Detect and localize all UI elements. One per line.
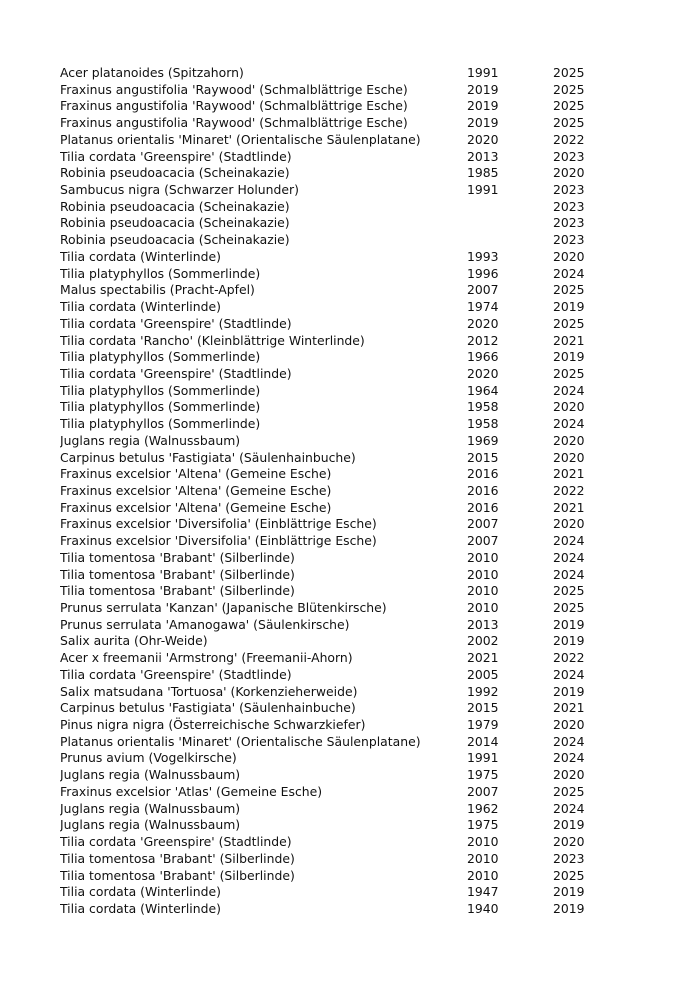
planting-year-cell: 2014 (467, 733, 499, 749)
tree-species-cell: Juglans regia (Walnussbaum) (60, 800, 241, 816)
tree-species-cell: Tilia tomentosa 'Brabant' (Silberlinde) (60, 566, 295, 582)
tree-species-cell: Robinia pseudoacacia (Scheinakazie) (60, 232, 290, 248)
table-row (60, 868, 600, 885)
tree-species-cell: Juglans regia (Walnussbaum) (60, 817, 241, 833)
inspection-year-cell: 2024 (553, 566, 585, 582)
inspection-year-cell: 2020 (553, 399, 585, 415)
inspection-year-cell: 2025 (553, 583, 585, 599)
tree-species-cell: Fraxinus angustifolia 'Raywood' (Schmalblättrige Esche) (60, 98, 408, 114)
table-row (60, 583, 600, 600)
table-row (60, 801, 600, 818)
inspection-year-cell: 2020 (553, 432, 585, 448)
inspection-year-cell: 2022 (553, 482, 585, 498)
table-row (60, 65, 600, 82)
inspection-year-cell: 2021 (553, 332, 585, 348)
table-row (60, 165, 600, 182)
table-row (60, 132, 600, 149)
planting-year-cell (467, 199, 553, 216)
planting-year-cell: 1991 (467, 182, 499, 198)
planting-year-cell: 1966 (467, 349, 499, 365)
inspection-year-cell: 2020 (553, 717, 585, 733)
tree-species-cell: Sambucus nigra (Schwarzer Holunder) (60, 182, 299, 198)
inspection-year-cell: 2019 (553, 299, 585, 315)
inspection-year-cell: 2019 (553, 884, 585, 900)
tree-table-body (60, 65, 600, 918)
tree-species-cell: Fraxinus excelsior 'Diversifolia' (Einblättrige Esche) (60, 516, 377, 532)
planting-year-cell: 2020 (467, 315, 499, 331)
tree-species-cell: Tilia cordata (Winterlinde) (60, 299, 221, 315)
planting-year-cell: 2010 (467, 583, 499, 599)
tree-species-cell: Tilia platyphyllos (Sommerlinde) (60, 416, 261, 432)
planting-year-cell: 2015 (467, 449, 499, 465)
table-row (60, 149, 600, 166)
table-row (60, 784, 600, 801)
planting-year-cell: 1940 (467, 900, 499, 916)
inspection-year-cell: 2019 (553, 349, 585, 365)
table-row (60, 750, 600, 767)
planting-year-cell: 2015 (467, 700, 499, 716)
tree-species-cell: Tilia cordata (Winterlinde) (60, 248, 221, 264)
planting-year-cell: 2012 (467, 332, 499, 348)
planting-year-cell: 2010 (467, 867, 499, 883)
inspection-year-cell: 2025 (553, 315, 585, 331)
planting-year-cell: 1958 (467, 399, 499, 415)
tree-species-cell: Salix aurita (Ohr-Weide) (60, 633, 208, 649)
planting-year-cell: 1991 (467, 65, 499, 80)
inspection-year-cell: 2024 (553, 666, 585, 682)
tree-species-cell: Tilia cordata (Winterlinde) (60, 884, 221, 900)
inspection-year-cell: 2025 (553, 81, 585, 97)
table-row (60, 650, 600, 667)
inspection-year-cell: 2019 (553, 633, 585, 649)
tree-species-cell: Tilia platyphyllos (Sommerlinde) (60, 349, 261, 365)
inspection-year-cell: 2024 (553, 549, 585, 565)
inspection-year-cell: 2025 (553, 867, 585, 883)
tree-species-cell: Juglans regia (Walnussbaum) (60, 767, 241, 783)
inspection-year-cell: 2023 (553, 198, 585, 214)
tree-species-cell: Tilia cordata 'Greenspire' (Stadtlinde) (60, 666, 292, 682)
inspection-year-cell: 2019 (553, 616, 585, 632)
table-row (60, 500, 600, 517)
inspection-year-cell: 2024 (553, 416, 585, 432)
table-row (60, 333, 600, 350)
tree-species-cell: Salix matsudana 'Tortuosa' (Korkenzieherweide) (60, 683, 358, 699)
table-row (60, 82, 600, 99)
planting-year-cell: 2019 (467, 81, 499, 97)
table-row (60, 767, 600, 784)
planting-year-cell: 1992 (467, 683, 499, 699)
table-row (60, 266, 600, 283)
inspection-year-cell: 2024 (553, 800, 585, 816)
table-row (60, 433, 600, 450)
inspection-year-cell: 2025 (553, 115, 585, 131)
planting-year-cell: 2020 (467, 131, 499, 147)
tree-species-cell: Tilia platyphyllos (Sommerlinde) (60, 382, 261, 398)
inspection-year-cell: 2025 (553, 98, 585, 114)
planting-year-cell: 2002 (467, 633, 499, 649)
planting-year-cell: 1964 (467, 382, 499, 398)
tree-species-cell: Tilia cordata (Winterlinde) (60, 900, 221, 916)
tree-species-cell: Prunus serrulata 'Amanogawa' (Säulenkirsche) (60, 616, 350, 632)
tree-species-cell: Carpinus betulus 'Fastigiata' (Säulenhainbuche) (60, 449, 356, 465)
table-row (60, 182, 600, 199)
planting-year-cell: 2007 (467, 783, 499, 799)
planting-year-cell: 2010 (467, 566, 499, 582)
planting-year-cell: 2020 (467, 365, 499, 381)
table-row (60, 567, 600, 584)
planting-year-cell: 1974 (467, 299, 499, 315)
inspection-year-cell: 2022 (553, 650, 585, 666)
table-row (60, 366, 600, 383)
inspection-year-cell: 2024 (553, 750, 585, 766)
tree-species-cell: Tilia cordata 'Greenspire' (Stadtlinde) (60, 365, 292, 381)
planting-year-cell: 1962 (467, 800, 499, 816)
planting-year-cell: 1985 (467, 165, 499, 181)
tree-species-cell: Robinia pseudoacacia (Scheinakazie) (60, 165, 290, 181)
table-row (60, 483, 600, 500)
table-row (60, 115, 600, 132)
tree-species-cell: Prunus serrulata 'Kanzan' (Japanische Blütenkirsche) (60, 600, 387, 615)
planting-year-cell: 1996 (467, 265, 499, 281)
inspection-year-cell: 2020 (553, 165, 585, 181)
tree-species-cell: Tilia tomentosa 'Brabant' (Silberlinde) (60, 867, 295, 883)
planting-year-cell: 1947 (467, 884, 499, 900)
table-row (60, 299, 600, 316)
inspection-year-cell: 2023 (553, 215, 585, 231)
table-row (60, 399, 600, 416)
table-row (60, 550, 600, 567)
planting-year-cell: 2019 (467, 98, 499, 114)
inspection-year-cell: 2023 (553, 148, 585, 164)
table-row (60, 349, 600, 366)
tree-species-cell: Platanus orientalis 'Minaret' (Orientalische Säulenplatane) (60, 131, 421, 147)
table-row (60, 215, 600, 232)
tree-species-cell: Fraxinus excelsior 'Diversifolia' (Einblättrige Esche) (60, 533, 377, 549)
tree-species-cell: Fraxinus excelsior 'Altena' (Gemeine Esche) (60, 499, 332, 515)
table-row (60, 901, 600, 918)
table-row (60, 533, 600, 550)
planting-year-cell: 2010 (467, 850, 499, 866)
table-row (60, 834, 600, 851)
planting-year-cell: 2016 (467, 482, 499, 498)
tree-species-cell: Tilia tomentosa 'Brabant' (Silberlinde) (60, 850, 295, 866)
inspection-year-cell: 2025 (553, 783, 585, 799)
tree-species-cell: Tilia tomentosa 'Brabant' (Silberlinde) (60, 549, 295, 565)
table-row (60, 282, 600, 299)
table-row (60, 450, 600, 467)
inspection-year-cell: 2020 (553, 449, 585, 465)
tree-species-cell: Malus spectabilis (Pracht-Apfel) (60, 282, 255, 298)
planting-year-cell: 2007 (467, 533, 499, 549)
table-row (60, 717, 600, 734)
inspection-year-cell: 2021 (553, 700, 585, 716)
planting-year-cell: 1958 (467, 416, 499, 432)
tree-inventory-table (60, 65, 600, 918)
planting-year-cell: 1975 (467, 767, 499, 783)
planting-year-cell: 1979 (467, 717, 499, 733)
planting-year-cell (467, 215, 553, 232)
tree-species-cell: Carpinus betulus 'Fastigiata' (Säulenhainbuche) (60, 700, 356, 716)
tree-species-cell: Fraxinus excelsior 'Altena' (Gemeine Esche) (60, 482, 332, 498)
table-row (60, 817, 600, 834)
table-row (60, 249, 600, 266)
tree-species-cell: Tilia cordata 'Greenspire' (Stadtlinde) (60, 148, 292, 164)
planting-year-cell: 2010 (467, 549, 499, 565)
table-row (60, 383, 600, 400)
inspection-year-cell: 2021 (553, 499, 585, 515)
tree-species-cell: Tilia platyphyllos (Sommerlinde) (60, 399, 261, 415)
inspection-year-cell: 2020 (553, 767, 585, 783)
table-row (60, 667, 600, 684)
table-row (60, 516, 600, 533)
inspection-year-cell: 2024 (553, 733, 585, 749)
tree-species-cell: Pinus nigra nigra (Österreichische Schwarzkiefer) (60, 717, 366, 733)
planting-year-cell: 2007 (467, 282, 499, 298)
tree-species-cell: Fraxinus angustifolia 'Raywood' (Schmalblättrige Esche) (60, 81, 408, 97)
table-row (60, 884, 600, 901)
planting-year-cell (467, 232, 553, 249)
inspection-year-cell: 2019 (553, 683, 585, 699)
table-row (60, 851, 600, 868)
table-row (60, 600, 600, 617)
inspection-year-cell: 2020 (553, 834, 585, 850)
planting-year-cell: 2010 (467, 600, 499, 615)
table-row (60, 232, 600, 249)
inspection-year-cell: 2025 (553, 282, 585, 298)
inspection-year-cell: 2024 (553, 382, 585, 398)
inspection-year-cell: 2020 (553, 516, 585, 532)
tree-species-cell: Platanus orientalis 'Minaret' (Orientalische Säulenplatane) (60, 733, 421, 749)
inspection-year-cell: 2025 (553, 65, 585, 80)
planting-year-cell: 2010 (467, 834, 499, 850)
inspection-year-cell: 2023 (553, 182, 585, 198)
tree-species-cell: Fraxinus excelsior 'Atlas' (Gemeine Esche) (60, 783, 323, 799)
table-row (60, 684, 600, 701)
planting-year-cell: 1969 (467, 432, 499, 448)
planting-year-cell: 2005 (467, 666, 499, 682)
planting-year-cell: 2013 (467, 616, 499, 632)
tree-species-cell: Robinia pseudoacacia (Scheinakazie) (60, 215, 290, 231)
tree-species-cell: Acer x freemanii 'Armstrong' (Freemanii-Ahorn) (60, 650, 353, 666)
table-row (60, 617, 600, 634)
inspection-year-cell: 2021 (553, 466, 585, 482)
table-row (60, 466, 600, 483)
tree-species-cell: Juglans regia (Walnussbaum) (60, 432, 241, 448)
inspection-year-cell: 2023 (553, 850, 585, 866)
planting-year-cell: 2016 (467, 466, 499, 482)
tree-species-cell: Fraxinus angustifolia 'Raywood' (Schmalblättrige Esche) (60, 115, 408, 131)
table-row (60, 199, 600, 216)
table-row (60, 633, 600, 650)
planting-year-cell: 1991 (467, 750, 499, 766)
tree-species-cell: Robinia pseudoacacia (Scheinakazie) (60, 198, 290, 214)
inspection-year-cell: 2025 (553, 365, 585, 381)
inspection-year-cell: 2022 (553, 131, 585, 147)
inspection-year-cell: 2019 (553, 817, 585, 833)
planting-year-cell: 2021 (467, 650, 499, 666)
inspection-year-cell: 2024 (553, 533, 585, 549)
tree-species-cell: Tilia platyphyllos (Sommerlinde) (60, 265, 261, 281)
tree-species-cell: Tilia cordata 'Rancho' (Kleinblättrige Winterlinde) (60, 332, 365, 348)
table-row (60, 316, 600, 333)
inspection-year-cell: 2019 (553, 900, 585, 916)
planting-year-cell: 2019 (467, 115, 499, 131)
tree-species-cell: Tilia cordata 'Greenspire' (Stadtlinde) (60, 315, 292, 331)
tree-species-cell: Fraxinus excelsior 'Altena' (Gemeine Esche) (60, 466, 332, 482)
tree-species-cell: Tilia cordata 'Greenspire' (Stadtlinde) (60, 834, 292, 850)
planting-year-cell: 1975 (467, 817, 499, 833)
tree-species-cell: Tilia tomentosa 'Brabant' (Silberlinde) (60, 583, 295, 599)
inspection-year-cell: 2023 (553, 232, 585, 248)
inspection-year-cell: 2020 (553, 248, 585, 264)
table-row (60, 734, 600, 751)
table-row (60, 700, 600, 717)
planting-year-cell: 2016 (467, 499, 499, 515)
planting-year-cell: 1993 (467, 248, 499, 264)
table-row (60, 98, 600, 115)
inspection-year-cell: 2025 (553, 600, 585, 615)
tree-species-cell: Acer platanoides (Spitzahorn) (60, 65, 244, 80)
planting-year-cell: 2007 (467, 516, 499, 532)
tree-species-cell: Prunus avium (Vogelkirsche) (60, 750, 237, 766)
planting-year-cell: 2013 (467, 148, 499, 164)
table-row (60, 416, 600, 433)
inspection-year-cell: 2024 (553, 265, 585, 281)
